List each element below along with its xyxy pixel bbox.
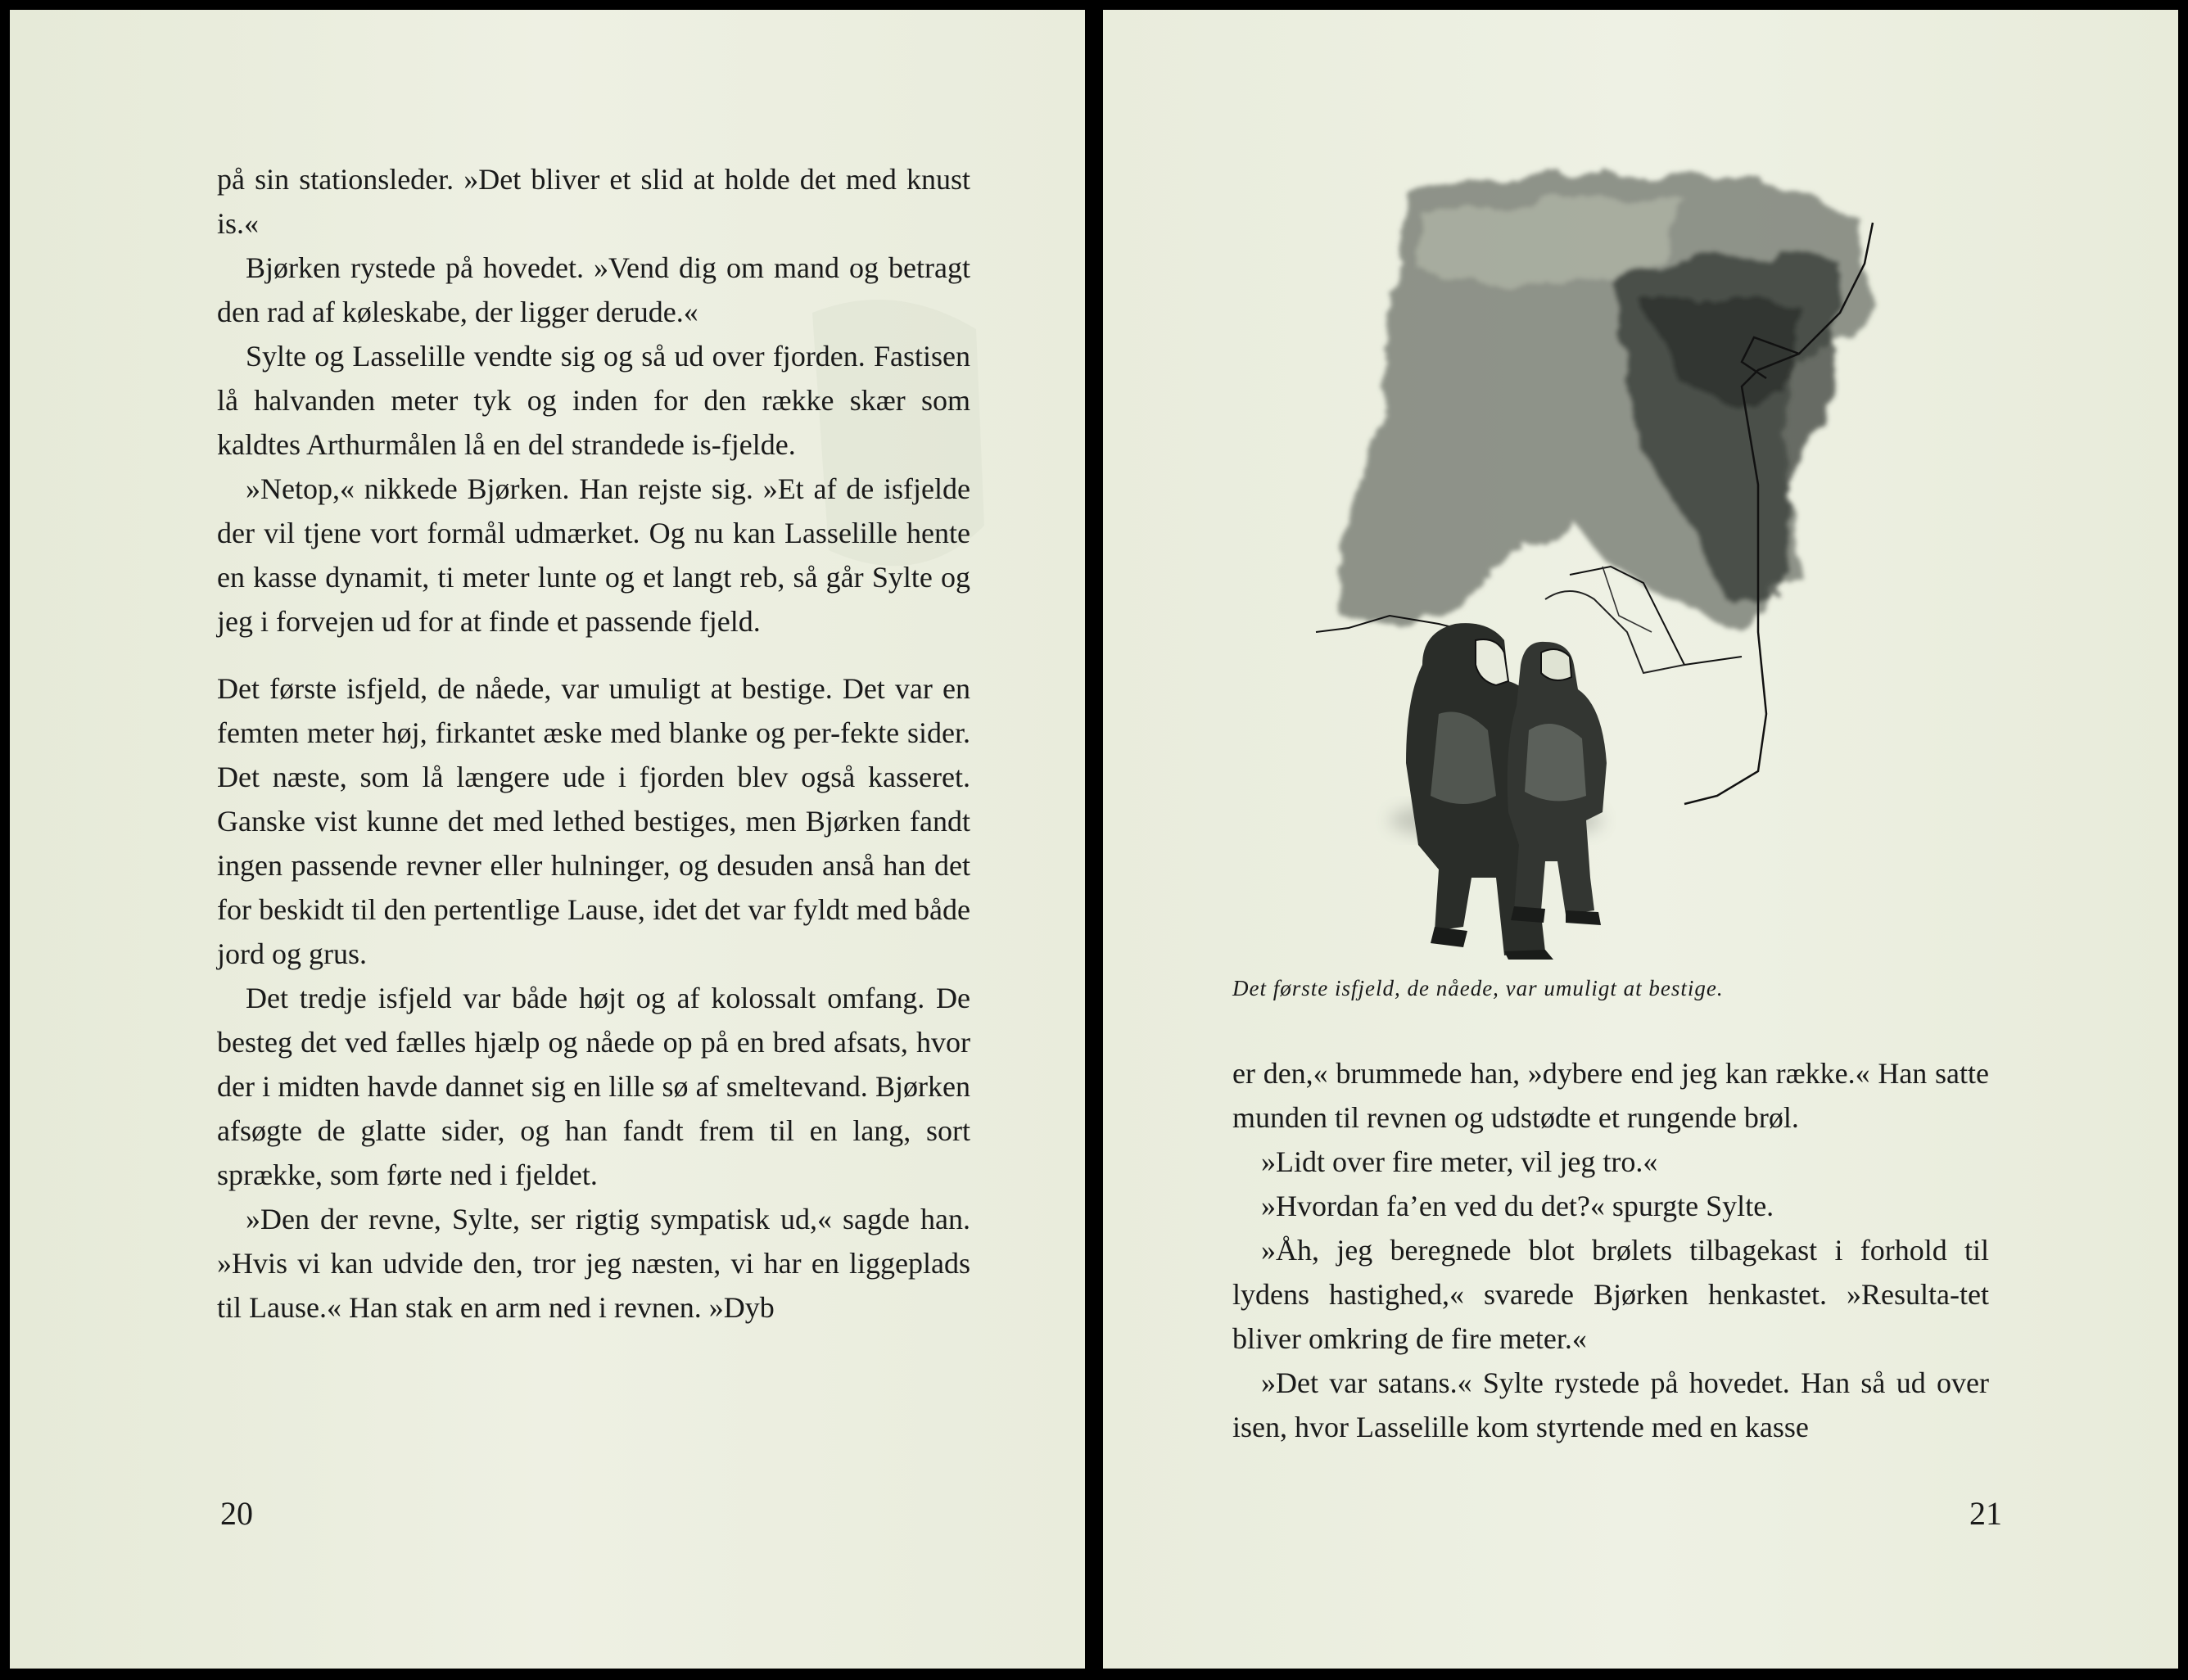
- figure-caption: Det første isfjeld, de nåede, var umuligt at bestige.: [1232, 976, 1724, 1000]
- paragraph: Det tredje isfjeld var både højt og af kolossalt omfang. De besteg det ved fælles hjælp og nåede op på en bred afsats, hvor der i midten havde dannet sig en lille sø af smeltevand. Bjørken afsøgte de glatte sider, og han fandt frem til en lang, sort sprække, som førte ned i fjeldet.: [217, 982, 970, 1191]
- paragraph: »Den der revne, Sylte, ser rigtig sympatisk ud,« sagde han. »Hvis vi kan udvide den, tror jeg næsten, vi har en liggeplads til Lause.« Han stak en arm ned i revnen. »Dyb: [217, 1203, 970, 1324]
- illustration-image: [1300, 141, 1938, 960]
- paragraph: »Det var satans.« Sylte rystede på hovedet. Han så ud over isen, hvor Lasselille kom styrtende med en kasse: [1232, 1366, 1989, 1443]
- left-page: [10, 10, 1085, 1669]
- paragraph: »Netop,« nikkede Bjørken. Han rejste sig. »Et af de isfjelde der vil tjene vort formål udmærket. Og nu kan Lasselille hente en kasse dynamit, ti meter lunte og et langt reb, så går Sylte og jeg i forvejen ud for at finde et passende fjeld.: [217, 472, 970, 638]
- right-page-text: [1232, 1051, 1989, 1449]
- paragraph: »Lidt over fire meter, vil jeg tro.«: [1261, 1145, 1658, 1178]
- right-page: [1103, 10, 2178, 1669]
- paragraph: Bjørken rystede på hovedet. »Vend dig om mand og betragt den rad af køleskabe, der ligger derude.«: [217, 251, 970, 328]
- paragraph: på sin stationsleder. »Det bliver et slid at holde det med knust is.«: [217, 163, 970, 240]
- paragraph: »Åh, jeg beregnede blot brølets tilbagekast i forhold til lydens hastighed,« svarede Bjørken henkastet. »Resulta-tet bliver omkring de fire meter.«: [1232, 1234, 1989, 1355]
- paragraph: Det første isfjeld, de nåede, var umuligt at bestige. Det var en femten meter høj, firkantet æske med blanke og per-fekte sider. Det næste, som lå længere ude i fjorden blev også kasseret. Ganske vist kunne det med lethed bestiges, men Bjørken fandt ingen passende revner eller hulninger, og desuden anså han det for beskidt til den pertentlige Lause, idet det var fyldt med både jord og grus.: [217, 672, 970, 970]
- page-number: 20: [220, 1495, 253, 1532]
- page-number: 21: [1969, 1495, 2002, 1532]
- paragraph: Sylte og Lasselille vendte sig og så ud over fjorden. Fastisen lå halvanden meter tyk og inden for den række skær som kaldtes Arthurmålen lå en del strandede is-fjelde.: [217, 340, 970, 461]
- paragraph: »Hvordan fa’en ved du det?« spurgte Sylte.: [1261, 1190, 1774, 1222]
- paragraph: er den,« brummede han, »dybere end jeg kan række.« Han satte munden til revnen og udstødte et rungende brøl.: [1232, 1057, 1989, 1134]
- left-page-text: [217, 157, 970, 1330]
